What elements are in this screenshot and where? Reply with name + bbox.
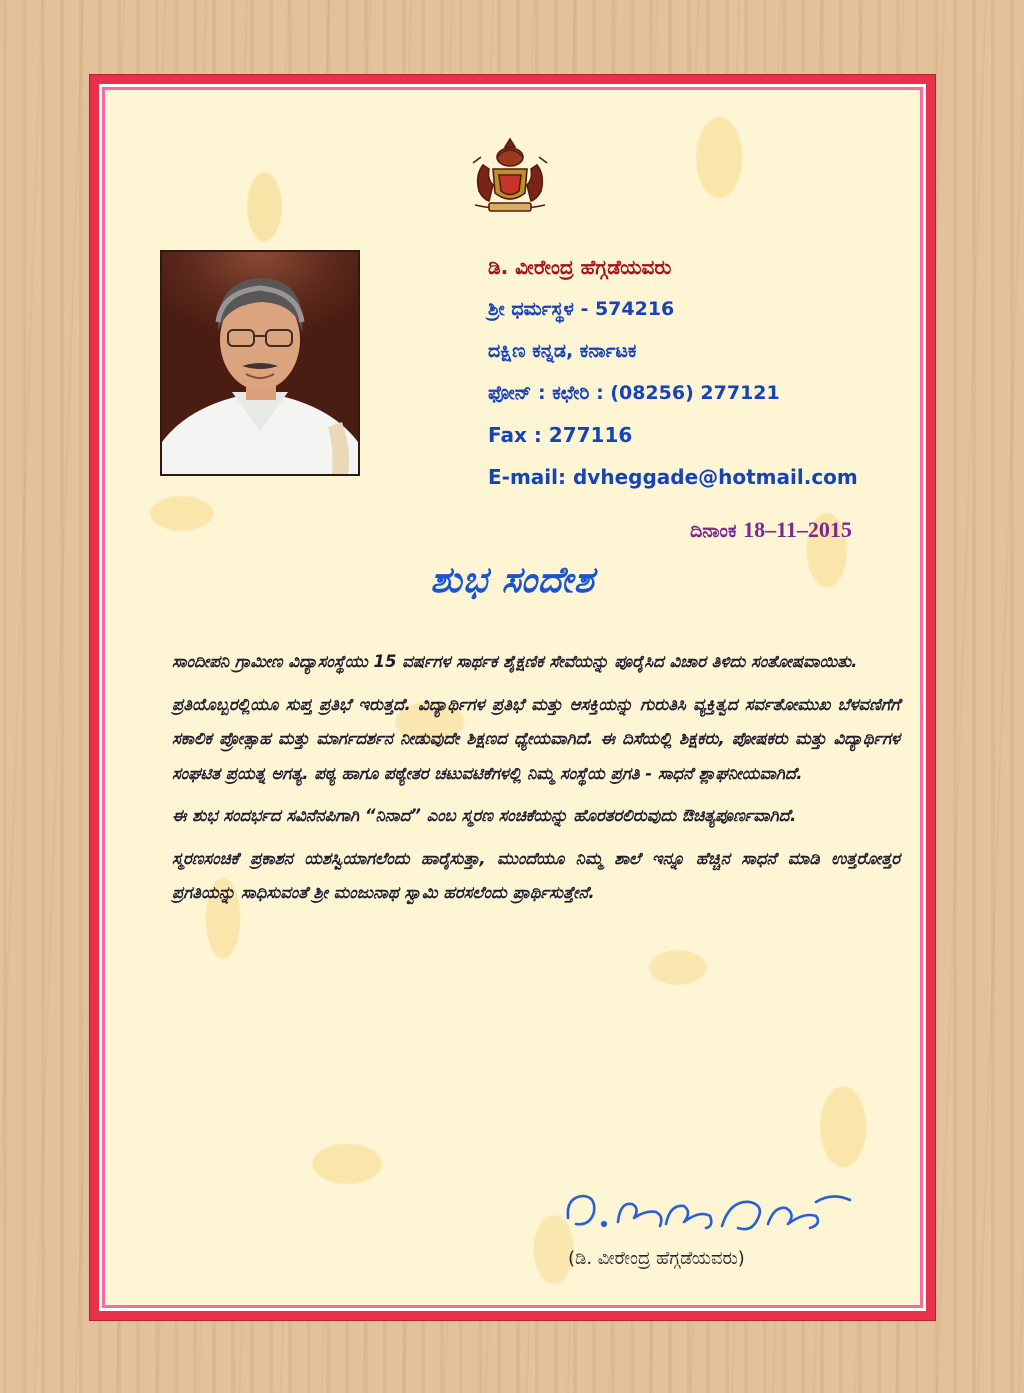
handwritten-signature: [560, 1182, 860, 1242]
paragraph-3: ಈ ಶುಭ ಸಂದರ್ಭದ ಸವಿನೆನಪಿಗಾಗಿ “ನಿನಾದ” ಎಂಬ ಸ್ಮರಣ ಸಂಚಿಕೆಯನ್ನು ಹೊರತರಲಿರುವುದು ಔಚಿತ್ಯಪೂರ್ಣವಾಗಿದೆ.: [172, 806, 797, 825]
sender-name: ಡಿ. ವೀರೇಂದ್ರ ಹೆಗ್ಗಡೆಯವರು: [488, 255, 672, 279]
email-line: E-mail: dvheggade@hotmail.com: [488, 465, 858, 489]
contact-block: [488, 250, 908, 502]
page-title: ಶುಭ ಸಂದೇಶ: [430, 560, 595, 601]
paragraph-1: ಸಾಂದೀಪನಿ ಗ್ರಾಮೀಣ ವಿದ್ಯಾಸಂಸ್ಥೆಯು 15 ವರ್ಷಗಳ ಸಾರ್ಥಕ ಶೈಕ್ಷಣಿಕ ಸೇವೆಯನ್ನು ಪೂರೈಸಿದ ವಿಚಾರ ತಿಳಿದು ಸಂತೋಷವಾಯಿತು.: [172, 652, 858, 671]
karnataka-emblem-icon: [455, 135, 565, 217]
paragraph-2: ಪ್ರತಿಯೊಬ್ಬರಲ್ಲಿಯೂ ಸುಪ್ತ ಪ್ರತಿಭೆ ಇರುತ್ತದೆ. ವಿದ್ಯಾರ್ಥಿಗಳ ಪ್ರತಿಭೆ ಮತ್ತು ಆಸಕ್ತಿಯನ್ನು ಗುರುತಿಸಿ ವ್ಯಕ್ತಿತ್ವದ ಸರ್ವತೋಮುಖ ಬೆಳವಣಿಗೆಗೆ ಸಕಾಲಿಕ ಪ್ರೋತ್ಸಾಹ ಮತ್ತು ಮಾರ್ಗದರ್ಶನ ನೀಡುವುದೇ ಶಿಕ್ಷಣದ ಧ್ಯೇಯವಾಗಿದೆ. ಈ ದಿಸೆಯಲ್ಲಿ ಶಿಕ್ಷಕರು, ಪೋಷಕರು ಮತ್ತು ವಿದ್ಯಾರ್ಥಿಗಳ ಸಂಘಟಿತ ಪ್ರಯತ್ನ ಅಗತ್ಯ. ಪಠ್ಯ ಹಾಗೂ ಪಠ್ಯೇತರ ಚಟುವಟಿಕೆಗಳಲ್ಲಿ ನಿಮ್ಮ ಸಂಸ್ಥೆಯ ಪ್ರಗತಿ - ಸಾಧನೆ ಶ್ಲಾಘನೀಯವಾಗಿದೆ.: [172, 694, 900, 783]
portrait-photo: [160, 250, 360, 476]
letter-date: [690, 517, 910, 547]
date-value: 18–11–2015: [743, 517, 852, 542]
address-line-1: ಶ್ರೀ ಧರ್ಮಸ್ಥಳ - 574216: [488, 298, 675, 320]
fax-line: Fax : 277116: [488, 423, 633, 447]
phone-line: ಫೋನ್ : ಕಛೇರಿ : (08256) 277121: [488, 382, 780, 404]
address-line-2: ದಕ್ಷಿಣ ಕನ್ನಡ, ಕರ್ನಾಟಕ: [488, 340, 637, 362]
paragraph-4: ಸ್ಮರಣಸಂಚಿಕೆ ಪ್ರಕಾಶನ ಯಶಸ್ವಿಯಾಗಲೆಂದು ಹಾರೈಸುತ್ತಾ, ಮುಂದೆಯೂ ನಿಮ್ಮ ಶಾಲೆ ಇನ್ನೂ ಹೆಚ್ಚಿನ ಸಾಧನೆ ಮಾಡಿ ಉತ್ತರೋತ್ತರ ಪ್ರಗತಿಯನ್ನು ಸಾಧಿಸುವಂತೆ ಶ್ರೀ ಮಂಜುನಾಥ ಸ್ವಾಮಿ ಹರಸಲೆಂದು ಪ್ರಾರ್ಥಿಸುತ್ತೇನೆ.: [172, 848, 900, 902]
signatory-name: (ಡಿ. ವೀರೇಂದ್ರ ಹೆಗ್ಗಡೆಯವರು): [568, 1248, 745, 1269]
date-label: ದಿನಾಂಕ: [690, 520, 737, 542]
message-body: [172, 645, 900, 919]
